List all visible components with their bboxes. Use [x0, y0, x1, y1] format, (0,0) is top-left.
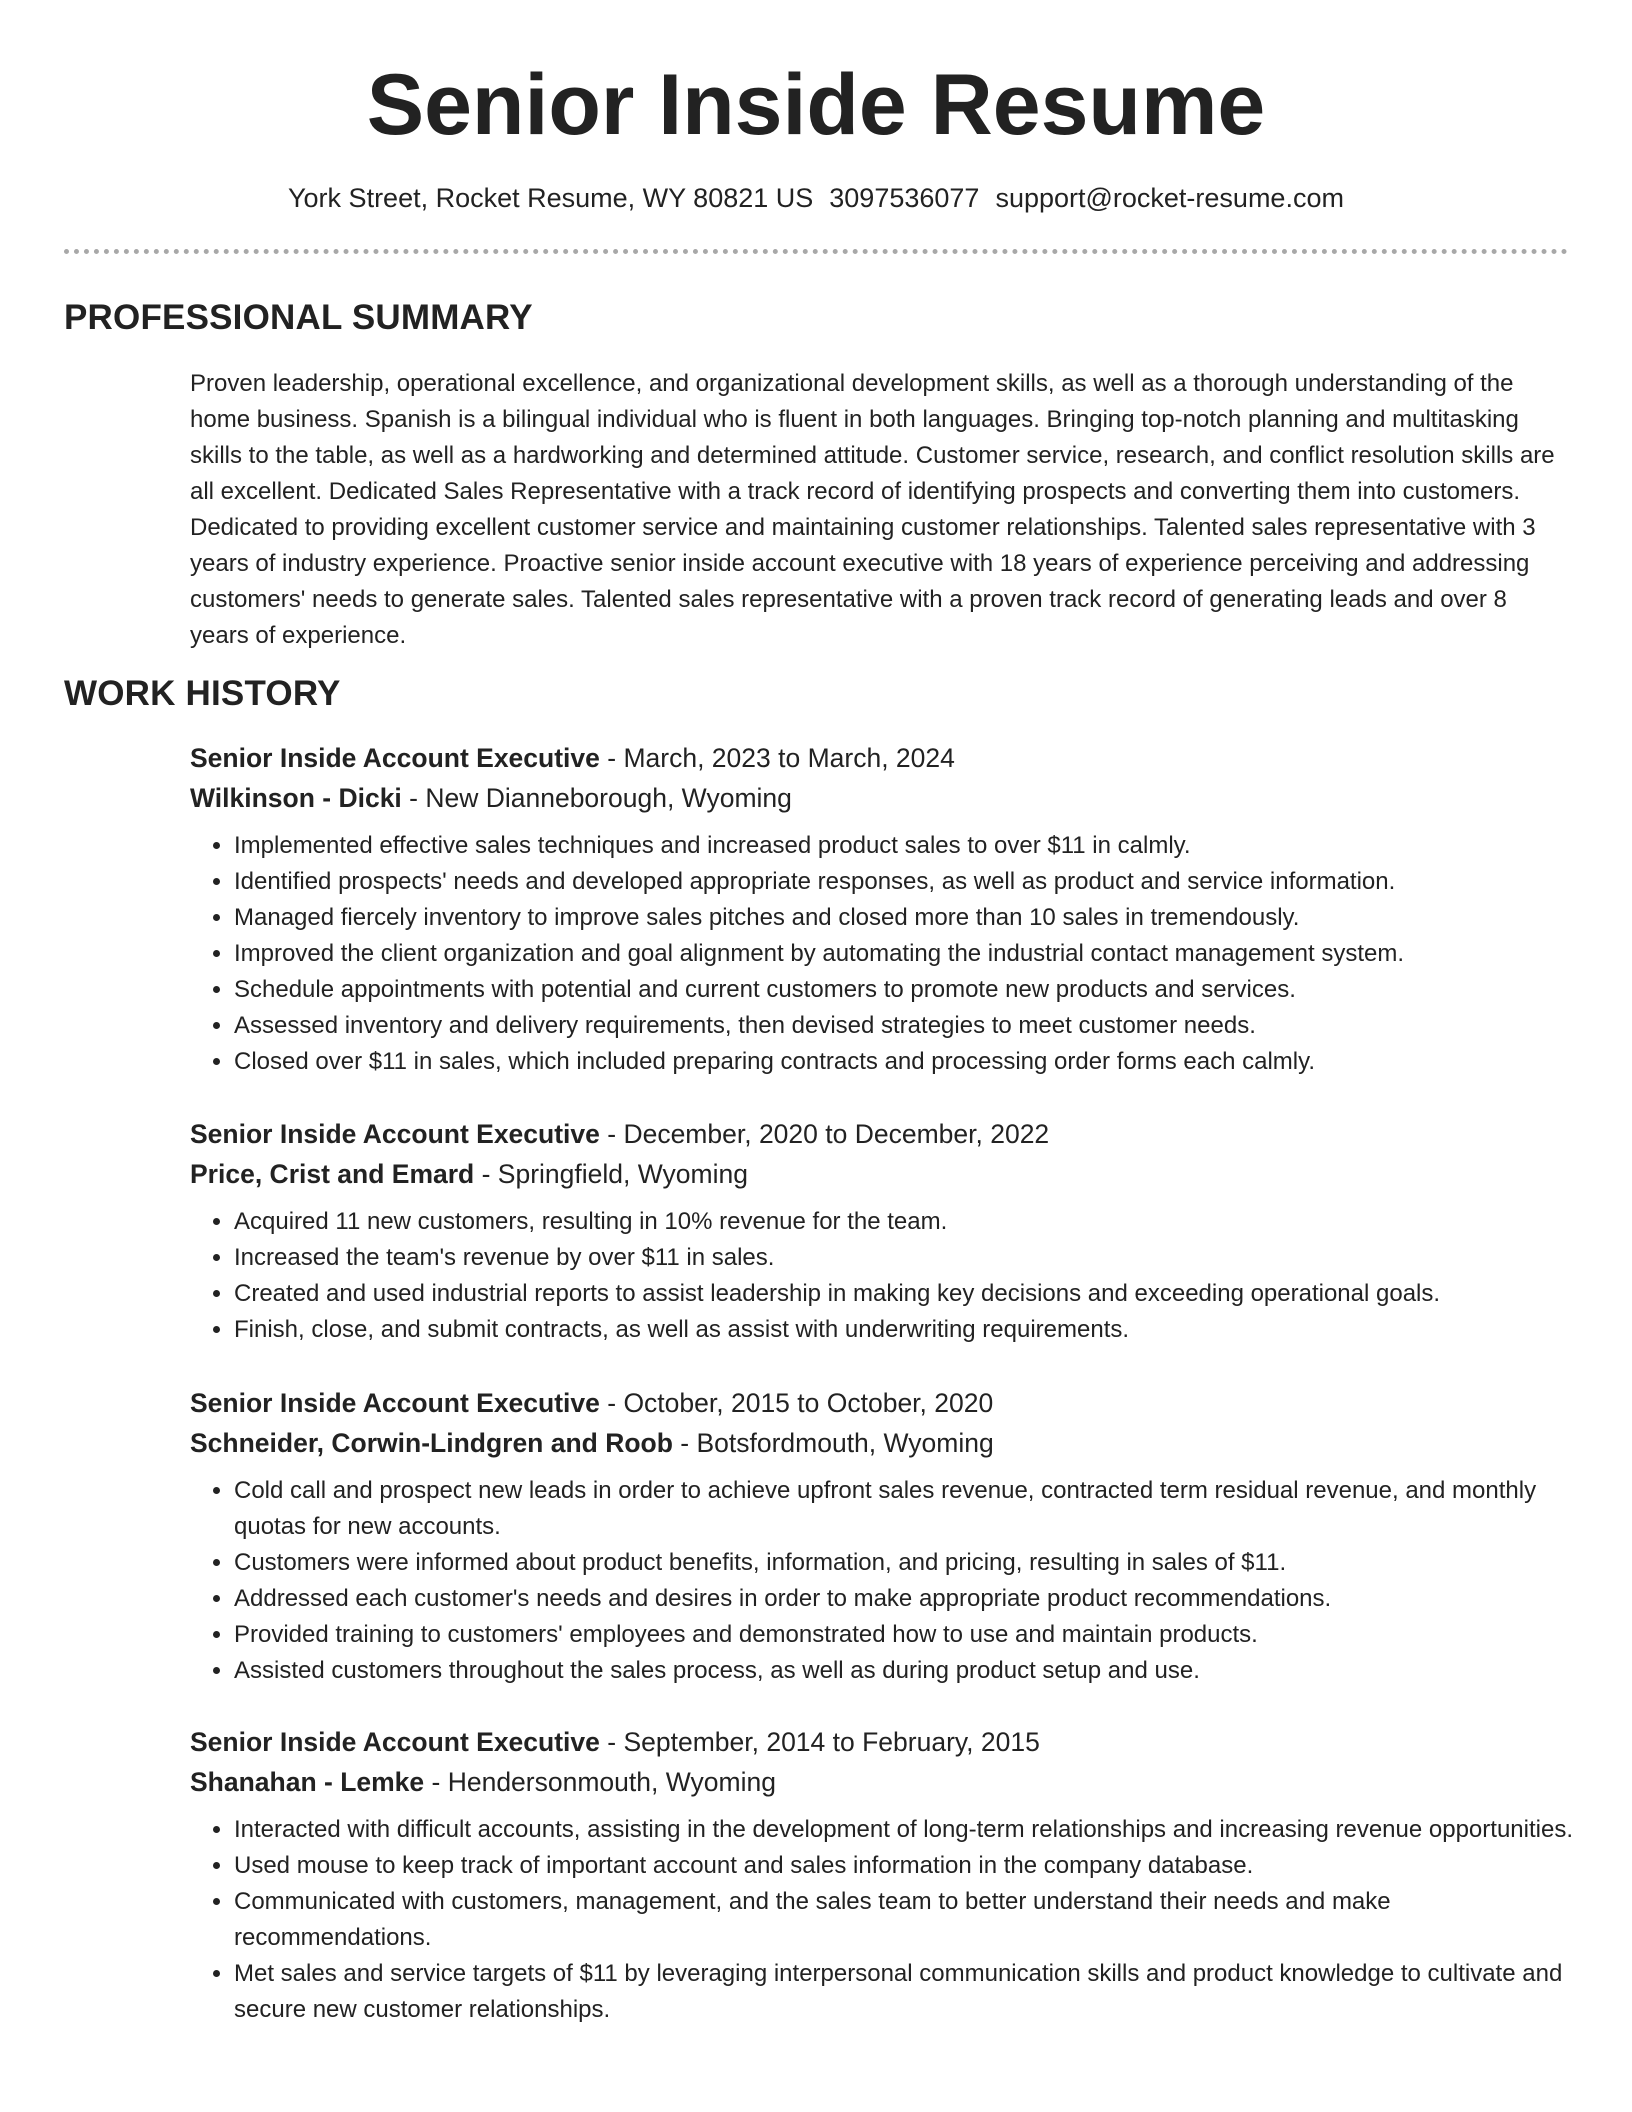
job-entry	[190, 1722, 1580, 2028]
job-company: Price, Crist and Emard	[190, 1159, 475, 1189]
job-company-line	[190, 778, 1580, 818]
job-title-line	[190, 738, 1580, 778]
job-position: Senior Inside Account Executive	[190, 743, 600, 773]
job-entry	[190, 1114, 1580, 1348]
job-bullet: • Acquired 11 new customers, resulting in 10% revenue for the team.	[234, 1204, 1580, 1240]
job-entry	[190, 1383, 1580, 1689]
job-bullet: • Communicated with customers, management, and the sales team to better understand their needs and make recommendations.	[234, 1884, 1580, 1956]
job-company: Schneider, Corwin-Lindgren and Roob	[190, 1428, 673, 1458]
job-dates: - March, 2023 to March, 2024	[599, 743, 955, 773]
job-bullet: • Customers were informed about product benefits, information, and pricing, resulting in sales of $11.	[234, 1545, 1580, 1581]
job-bullet: • Met sales and service targets of $11 by leveraging interpersonal communication skills and product knowledge to cultivate and secure new customer relationships.	[234, 1956, 1580, 2028]
job-bullet: • Addressed each customer's needs and desires in order to make appropriate product recommendations.	[234, 1581, 1580, 1617]
job-bullet: • Finish, close, and submit contracts, as well as assist with underwriting requirements.	[234, 1312, 1580, 1348]
job-title-line	[190, 1722, 1580, 1762]
address: York Street, Rocket Resume, WY 80821 US	[288, 183, 814, 213]
job-bullets	[190, 1473, 1580, 1689]
job-dates: - December, 2020 to December, 2022	[599, 1119, 1050, 1149]
job-bullet: • Implemented effective sales techniques and increased product sales to over $11 in calmly.	[234, 828, 1580, 864]
contact-info	[0, 180, 1632, 216]
job-bullet: • Identified prospects' needs and developed appropriate responses, as well as product and service information.	[234, 864, 1580, 900]
job-bullet: • Used mouse to keep track of important account and sales information in the company database.	[234, 1848, 1580, 1884]
job-bullets	[190, 1204, 1580, 1348]
job-location: - New Dianneborough, Wyoming	[401, 783, 792, 813]
job-dates: - September, 2014 to February, 2015	[599, 1727, 1040, 1757]
job-bullet: • Provided training to customers' employees and demonstrated how to use and maintain products.	[234, 1617, 1580, 1653]
job-entry	[190, 738, 1580, 1080]
job-location: - Hendersonmouth, Wyoming	[424, 1767, 776, 1797]
resume-title: Senior Inside Resume	[366, 57, 1266, 153]
job-company: Shanahan - Lemke	[190, 1767, 425, 1797]
job-title-line	[190, 1383, 1580, 1423]
job-bullets	[190, 1812, 1580, 2028]
job-title-line	[190, 1114, 1580, 1154]
phone: 3097536077	[829, 183, 980, 213]
job-company-line	[190, 1762, 1580, 1802]
job-bullet: • Cold call and prospect new leads in order to achieve upfront sales revenue, contracted term residual revenue, and monthly quotas for new accounts.	[234, 1473, 1580, 1545]
header-divider	[64, 249, 1568, 254]
job-location: - Botsfordmouth, Wyoming	[672, 1428, 994, 1458]
job-position: Senior Inside Account Executive	[190, 1388, 600, 1418]
job-bullet: • Improved the client organization and goal alignment by automating the industrial contact management system.	[234, 936, 1580, 972]
email: support@rocket-resume.com	[995, 183, 1344, 213]
job-company-line	[190, 1423, 1580, 1463]
job-bullet: • Created and used industrial reports to assist leadership in making key decisions and exceeding operational goals.	[234, 1276, 1580, 1312]
job-bullet: • Managed fiercely inventory to improve sales pitches and closed more than 10 sales in tremendously.	[234, 900, 1580, 936]
job-bullet: • Schedule appointments with potential and current customers to promote new products and services.	[234, 972, 1580, 1008]
job-bullet: • Closed over $11 in sales, which included preparing contracts and processing order forms each calmly.	[234, 1044, 1580, 1080]
job-position: Senior Inside Account Executive	[190, 1119, 600, 1149]
job-location: - Springfield, Wyoming	[474, 1159, 748, 1189]
job-dates: - October, 2015 to October, 2020	[599, 1388, 994, 1418]
summary-text: Proven leadership, operational excellence, and organizational development skills, as well as a thorough understanding of the home business. Spanish is a bilingual individual who is fluent in both languages. Bringing top-notch planning and multitasking skills to the table, as well as a hardworking and determined attitude. Customer service, research, and conflict resolution skills are all excellent. Dedicated Sales Representative with a track record of identifying prospects and converting them into customers. Dedicated to providing excellent customer service and maintaining customer relationships. Talented sales representative with 3 years of industry experience. Proactive senior inside account executive with 18 years of experience perceiving and addressing customers' needs to generate sales. Talented sales representative with a proven track record of generating leads and over 8 years of experience.	[190, 370, 1555, 649]
job-company-line	[190, 1154, 1580, 1194]
job-position: Senior Inside Account Executive	[190, 1727, 600, 1757]
job-bullet: • Interacted with difficult accounts, assisting in the development of long-term relationships and increasing revenue opportunities.	[234, 1812, 1580, 1848]
job-bullet: • Assisted customers throughout the sales process, as well as during product setup and use.	[234, 1653, 1580, 1689]
job-company: Wilkinson - Dicki	[190, 783, 402, 813]
job-bullet: • Increased the team's revenue by over $11 in sales.	[234, 1240, 1580, 1276]
job-bullet: • Assessed inventory and delivery requirements, then devised strategies to meet customer needs.	[234, 1008, 1580, 1044]
job-bullets	[190, 828, 1580, 1080]
section-title-work-history: WORK HISTORY	[64, 674, 341, 713]
section-title-summary: PROFESSIONAL SUMMARY	[64, 298, 533, 337]
